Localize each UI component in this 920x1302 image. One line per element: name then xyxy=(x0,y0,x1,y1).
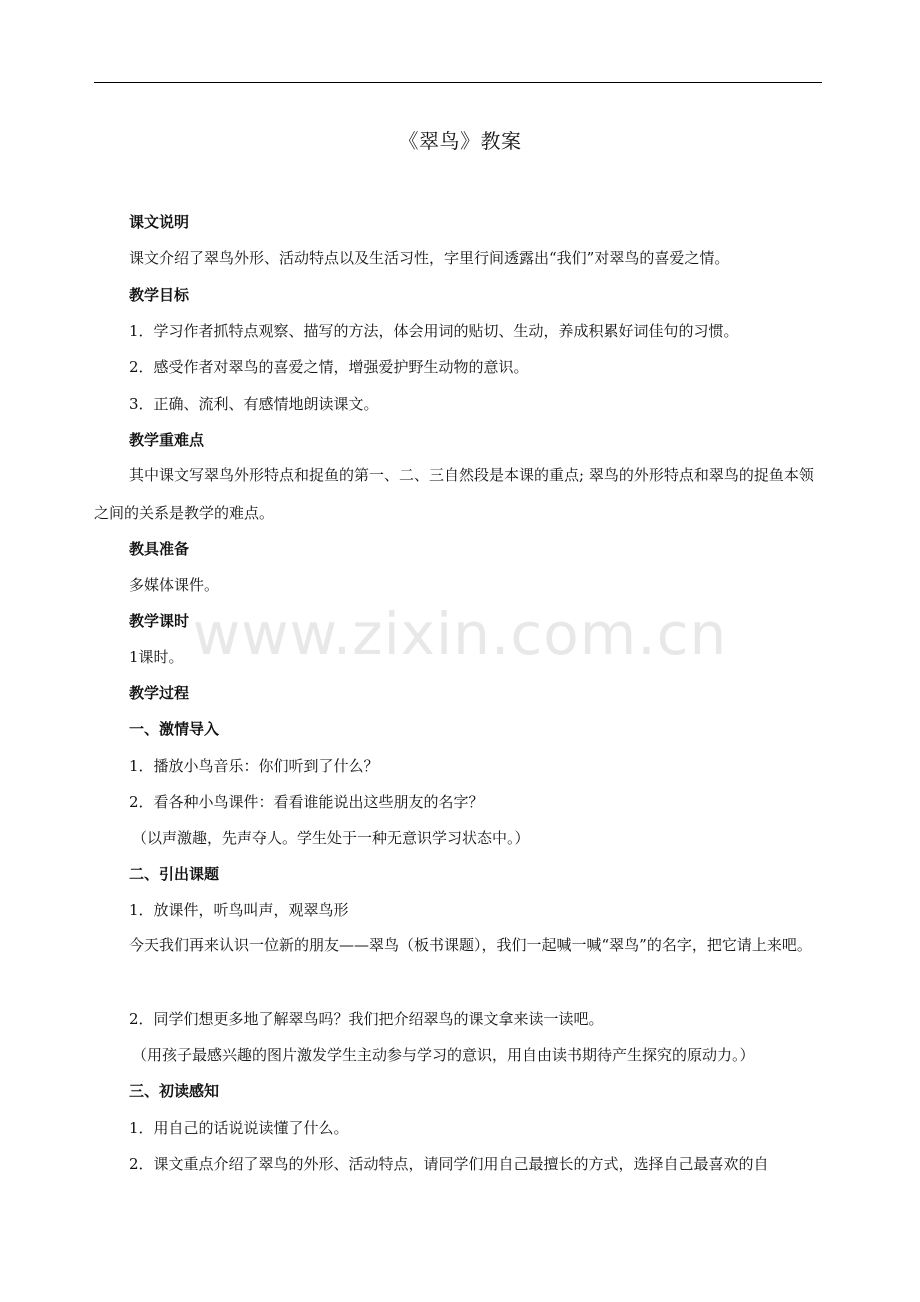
paragraph-materials: 多媒体课件。 xyxy=(129,576,220,594)
step-3-item-2: 2．课文重点介绍了翠鸟的外形、活动特点，请同学们用自己最擅长的方式，选择自己最喜欢的自 xyxy=(129,1155,769,1173)
header-rule xyxy=(94,82,822,83)
step-heading-3: 三、初读感知 xyxy=(129,1082,220,1100)
paragraph-lesson-description: 课文介绍了翠鸟外形、活动特点以及生活习性，字里行间透露出“我们”对翠鸟的喜爱之情。 xyxy=(129,249,730,267)
section-heading-periods: 教学课时 xyxy=(129,612,190,630)
step-2-paragraph: 今天我们再来认识一位新的朋友——翠鸟（板书课题），我们一起喊一喊“翠鸟”的名字，把它请上来吧。 xyxy=(129,936,812,954)
goal-item-2: 2．感受作者对翠鸟的喜爱之情，增强爱护野生动物的意识。 xyxy=(129,358,529,376)
paragraph-key-points: 其中课文写翠鸟外形特点和捉鱼的第一、二、三自然段是本课的重点; 翠鸟的外形特点和翠鸟的捉鱼本领之间的关系是教学的难点。 xyxy=(94,466,814,522)
section-heading-key-points: 教学重难点 xyxy=(129,431,205,449)
step-1-item-2: 2．看各种小鸟课件：看看谁能说出这些朋友的名字？ xyxy=(129,793,484,811)
watermark: www.zixin.com.cn xyxy=(192,600,728,668)
step-2-item-2: 2．同学们想更多地了解翠鸟吗？我们把介绍翠鸟的课文拿来读一读吧。 xyxy=(129,1010,604,1028)
section-heading-lesson-description: 课文说明 xyxy=(129,213,190,231)
section-heading-goals: 教学目标 xyxy=(129,286,190,304)
section-heading-materials: 教具准备 xyxy=(129,540,190,558)
step-1-note: （以声激趣，先声夺人。学生处于一种无意识学习状态中。） xyxy=(132,829,530,847)
step-2-note: （用孩子最感兴趣的图片激发学生主动参与学习的意识，用自由读书期待产生探究的原动力。） xyxy=(132,1046,755,1064)
step-heading-1: 一、激情导入 xyxy=(129,720,220,738)
step-3-item-1: 1．用自己的话说说读懂了什么。 xyxy=(129,1119,349,1137)
goal-item-1: 1．学习作者抓特点观察、描写的方法，体会用词的贴切、生动，养成积累好词佳句的习惯。 xyxy=(129,322,739,340)
goal-item-3: 3．正确、流利、有感情地朗读课文。 xyxy=(129,395,379,413)
step-1-item-1: 1．播放小鸟音乐：你们听到了什么？ xyxy=(129,757,379,775)
section-heading-process: 教学过程 xyxy=(129,684,190,702)
step-2-item-1: 1．放课件，听鸟叫声，观翠鸟形 xyxy=(129,901,349,919)
document-title: 《翠鸟》教案 xyxy=(398,129,522,153)
paragraph-periods: 1课时。 xyxy=(129,648,184,666)
step-heading-2: 二、引出课题 xyxy=(129,865,220,883)
